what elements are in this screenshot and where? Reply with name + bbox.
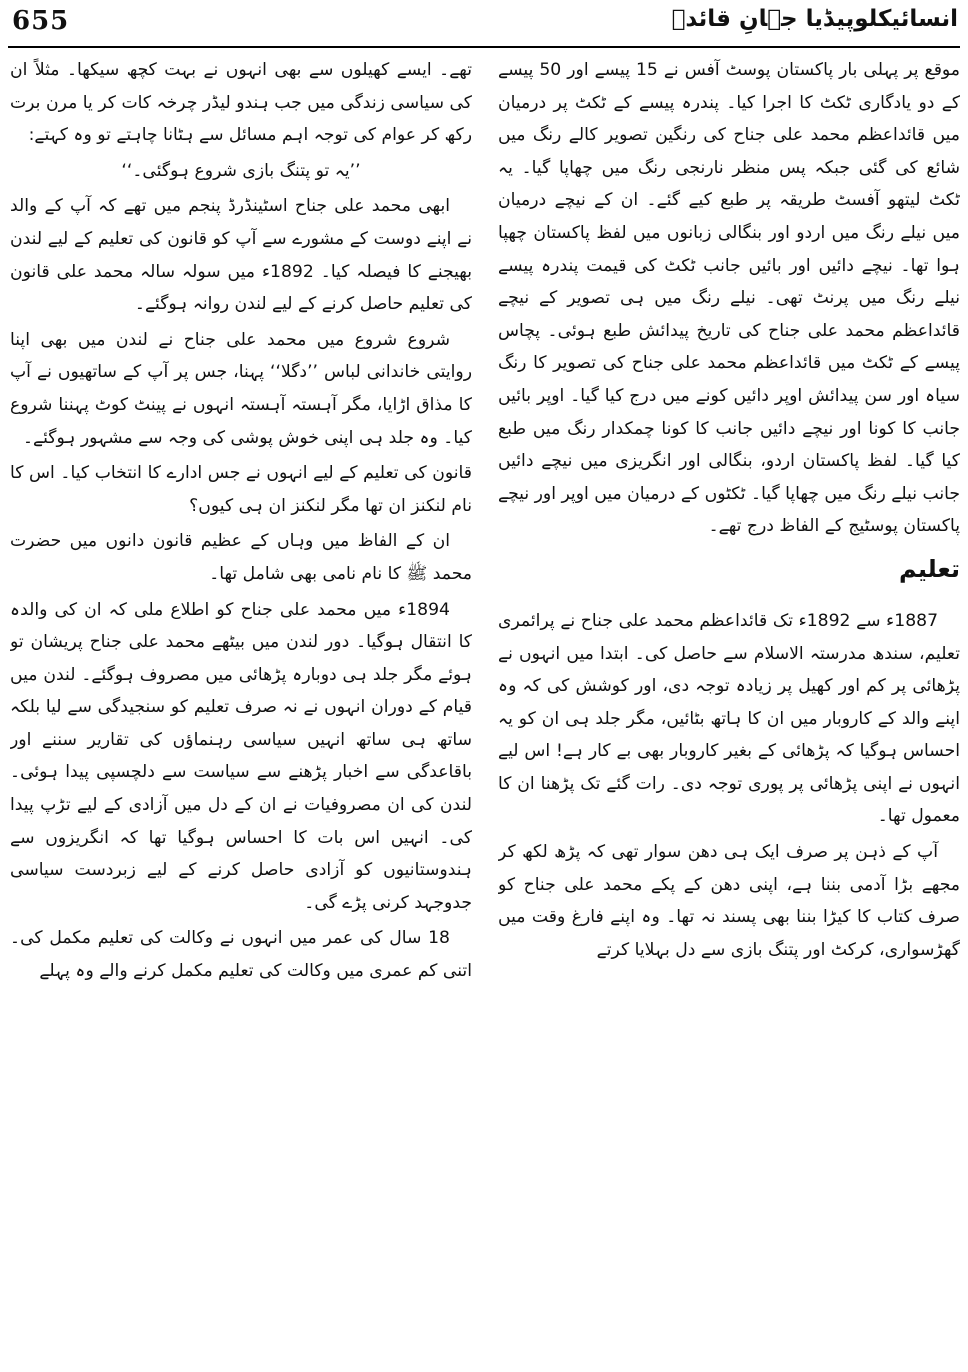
paragraph: تھے۔ ایسے کھیلوں سے بھی انہوں نے بہت کچھ سیکھا۔ مثلاً ان کی سیاسی زندگی میں جب ہندو لیڈر چرخہ کات کر یا مرن برت رکھ کر عوام کی توجہ اہم مسائل سے ہٹانا چاہتے تو وہ کہتے: (10, 60, 472, 146)
paragraph: ان کے الفاظ میں وہاں کے عظیم قانون دانوں میں حضرت محمد ﷺ کا نام نامی بھی شامل تھا۔ (10, 531, 472, 584)
paragraph: شروع شروع میں محمد علی جناح نے لندن میں بھی اپنا روایتی خاندانی لباس ’’دگلا‘‘ پہنا، جس پر آپ کے ساتھیوں نے آپ کا مذاق اڑایا، مگر آہستہ آہستہ انہوں نے پینٹ کوٹ پہننا شروع کیا۔ وہ جلد ہی اپنی خوش پوشی کی وجہ سے مشہور ہوگئے۔ (10, 329, 472, 448)
page-header (0, 0, 968, 48)
running-title: انسائیکلوپیڈیا جہانِ قائدؒ (671, 6, 958, 32)
paragraph: ابھی محمد علی جناح اسٹینڈرڈ پنجم میں تھے کہ آپ کے والد نے اپنے دوست کے مشورے سے آپ کو قانون کی تعلیم کے لیے لندن بھیجنے کا فیصلہ کیا۔ 1892ء میں سولہ سالہ محمد علی قانون کی تعلیم حاصل کرنے کے لیے لندن روانہ ہوگئے۔ (10, 196, 472, 315)
paragraph: آپ کے ذہن پر صرف ایک ہی دھن سوار تھی کہ پڑھ لکھ کر مجھے بڑا آدمی بننا ہے، اپنی دھن کے پکے محمد علی جناح کو صرف کتاب کا کیڑا بننا بھی پسند نہ تھا۔ وہ اپنے فارغ وقت میں گھڑسواری، کرکٹ اور پتنگ بازی سے دل بہلایا کرتے (498, 842, 960, 960)
paragraph: موقع پر پہلی بار پاکستان پوسٹ آفس نے 15 پیسے اور 50 پیسے کے دو یادگاری ٹکٹ کا اجرا کیا۔ پندرہ پیسے کے ٹکٹ پر درمیان میں قائداعظم محمد علی جناح کی رنگین تصویر کالے رنگ میں شائع کی گئی جبکہ پس منظر نارنجی رنگ میں چھاپا گیا۔ یہ ٹکٹ لیتھو آفسٹ طریقہ پر طبع کیے گئے۔ ان کے نیچے درمیان میں نیلے رنگ میں اردو اور بنگالی زبانوں میں لفظ پاکستان چھپا ہوا تھا۔ نیچے دائیں اور بائیں جانب ٹکٹ کی قیمت پندرہ پیسے نیلے رنگ میں پرنٹ تھی۔ نیلے رنگ میں ہی تصویر کے نیچے قائداعظم محمد علی جناح کی تاریخ پیدائش طبع ہوئی۔ پچاس پیسے کے ٹکٹ میں قائداعظم محمد علی جناح کی تصویر کا رنگ سیاہ اور سن پیدائش اوپر دائیں کونے میں درج کیا گیا۔ اوپر بائیں جانب کا کونا اور نیچے دائیں جانب کا کونا چمکدار رنگ میں طبع کیا گیا۔ لفظ پاکستان اردو، بنگالی اور انگریزی میں نیچے دائیں جانب نیلے رنگ میں چھاپا گیا۔ ٹکٹوں کے درمیان میں اوپر اور نیچے پاکستان پوسٹیج کے الفاظ درج تھے۔ (498, 60, 960, 537)
paragraph: قانون کی تعلیم کے لیے انہوں نے جس ادارے کا انتخاب کیا۔ اس کا نام لنکنز ان تھا مگر لنکنز ان ہی کیوں؟ (10, 463, 472, 516)
section-heading: تعلیم (899, 554, 960, 583)
page-number: 655 (12, 6, 70, 36)
paragraph: 1887ء سے 1892ء تک قائداعظم محمد علی جناح نے پرائمری تعلیم، سندھ مدرستہ الاسلام سے حاصل کی۔ ابتدا میں انہوں نے پڑھائی پر کم اور کھیل پر زیادہ توجہ دی، اور کوشش کی کہ وہ اپنے والد کے کاروبار میں ان کا ہاتھ بٹائیں، مگر جلد ہی ان کو یہ احساس ہوگیا کہ پڑھائی کے بغیر کاروبار بھی بے کار ہے! اس لیے انہوں نے اپنی پڑھائی پر پوری توجہ دی۔ رات گئے تک پڑھنا ان کا معمول تھا۔ (498, 610, 960, 827)
quote: ’’یہ تو پتنگ بازی شروع ہوگئی۔‘‘ (121, 160, 361, 181)
paragraph: 18 سال کی عمر میں انہوں نے وکالت کی تعلیم مکمل کی۔ اتنی کم عمری میں وکالت کی تعلیم مکمل کرنے والے وہ پہلے (10, 928, 472, 982)
header-rule (8, 46, 960, 48)
left-column (10, 54, 472, 1366)
paragraph: 1894ء میں محمد علی جناح کو اطلاع ملی کہ ان کی والدہ کا انتقال ہوگیا۔ دور لندن میں بیٹھے محمد علی جناح پریشان تو ہوئے مگر جلد ہی دوبارہ پڑھائی میں مصروف ہوگئے۔ لندن میں قیام کے دوران انہوں نے نہ صرف تعلیم کو سنجیدگی سے لیا بلکہ ساتھ ہی ساتھ انہیں سیاسی رہنماؤں کی تقاریر سننے اور باقاعدگی سے اخبار پڑھنے سے سیاست سے دلچسپی پیدا ہوئی۔ لندن کی ان مصروفیات نے ان کے دل میں آزادی کے لیے تڑپ پیدا کی۔ انہیں اس بات کا احساس ہوگیا تھا کہ انگریزوں سے ہندوستانیوں کو آزادی حاصل کرنے کے لیے زبردست سیاسی جدوجہد کرنی پڑے گی۔ (10, 599, 472, 913)
right-column (498, 54, 960, 1366)
